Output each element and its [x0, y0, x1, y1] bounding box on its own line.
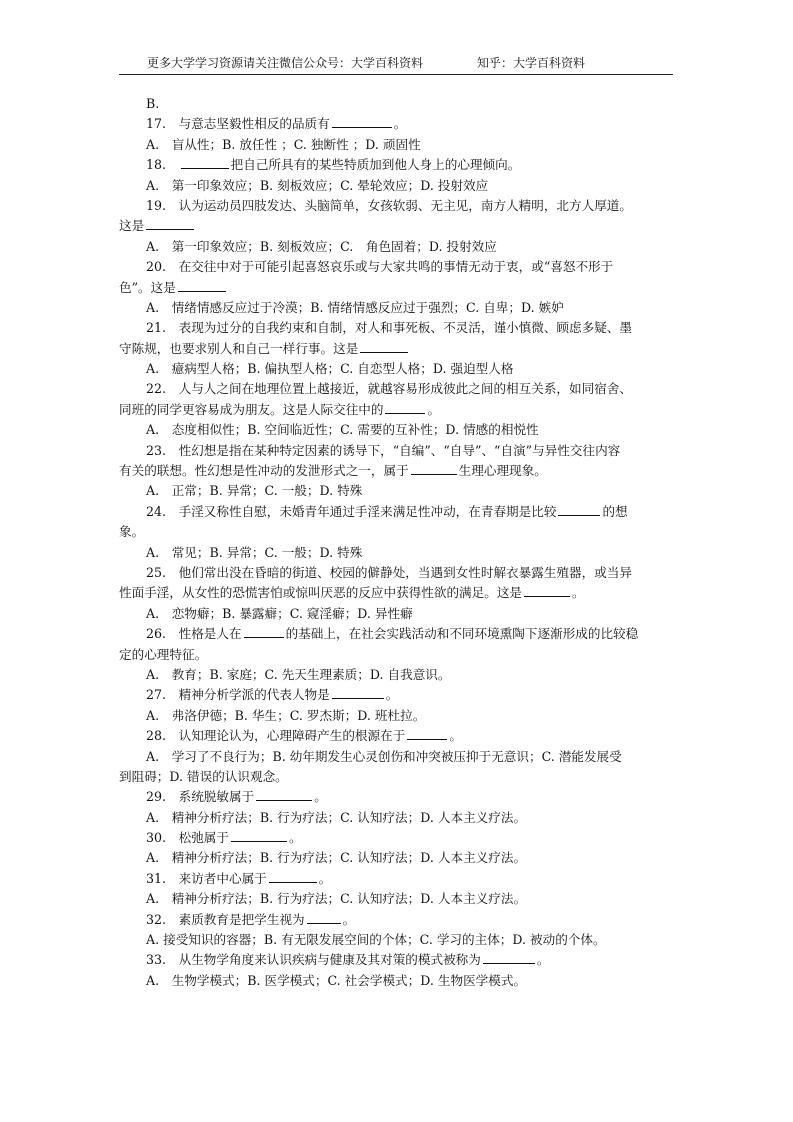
text-line — [119, 848, 673, 868]
line-text: 20. 在交往中对于可能引起喜怒哀乐或与大家共鸣的事情无动于衷，或“喜怒不形于 — [146, 259, 614, 275]
line-text: 有关的联想。性幻想是性冲动的发泄形式之一，属于 — [119, 463, 409, 479]
line-text: 象。 — [119, 524, 145, 540]
line-text: A. 精神分析疗法；B. 行为疗法；C. 认知疗法；D. 人本主义疗法。 — [146, 809, 527, 825]
text-line — [119, 420, 673, 440]
text-line — [119, 726, 673, 746]
text-line — [119, 971, 673, 991]
text-line — [119, 114, 673, 134]
line-text: A. 情绪情感反应过于冷漠；B. 情绪情感反应过于强烈；C. 自卑；D. 嫉妒 — [146, 299, 564, 315]
line-text: A. 盲从性；B. 放任性 ；C. 独断性 ；D. 顽固性 — [146, 136, 421, 152]
question-content — [119, 94, 673, 991]
text-line — [119, 94, 673, 114]
text-line — [119, 583, 673, 603]
line-text: 26. 性格是人在 — [146, 626, 242, 642]
line-text: A. 学习了不良行为；B. 幼年期发生心灵创伤和冲突被压抑于无意识；C. 潜能发展受 — [146, 748, 622, 764]
line-text: 定的心理特征。 — [119, 646, 208, 662]
text-line — [119, 930, 673, 950]
line-text-after: 的基础上，在社会实践活动和不同环境熏陶下逐渐形成的比较稳 — [285, 626, 639, 642]
text-line — [119, 441, 673, 461]
text-line — [119, 624, 673, 644]
text-line — [119, 400, 673, 420]
text-line — [119, 176, 673, 196]
answer-blank — [524, 583, 570, 597]
answer-blank — [332, 685, 384, 699]
line-text: 28. 认知理论认为，心理障碍产生的根源在于 — [146, 728, 406, 744]
text-line — [119, 216, 673, 236]
line-text-after: 把自己所具有的某些特质加到他人身上的心理倾向。 — [230, 157, 521, 173]
answer-blank — [360, 339, 408, 353]
text-line — [119, 298, 673, 318]
line-text: 30. 松弛属于 — [146, 830, 229, 846]
text-line — [119, 665, 673, 685]
line-text: A. 弗洛伊德；B. 华生；C. 罗杰斯；D. 班杜拉。 — [146, 707, 426, 723]
line-text: A. 接受知识的容器；B. 有无限发展空间的个体；C. 学习的主体；D. 被动的个体。 — [146, 932, 606, 948]
text-line — [119, 685, 673, 705]
answer-blank — [385, 400, 425, 414]
text-line — [119, 543, 673, 563]
line-text-after: 。 — [289, 830, 302, 846]
line-text-after: 生理心理现象。 — [458, 463, 547, 479]
line-text: B. — [146, 96, 160, 111]
text-line — [119, 767, 673, 787]
line-text: 17. 与意志坚毅性相反的品质有 — [146, 116, 330, 132]
line-text-after: 。 — [449, 728, 462, 744]
answer-blank — [256, 787, 312, 801]
line-text-after: 。 — [572, 585, 585, 601]
line-text: 守陈规，也要求别人和自己一样行事。这是 — [119, 340, 359, 356]
text-line — [119, 808, 673, 828]
text-line — [119, 257, 673, 277]
text-line — [119, 339, 673, 359]
line-text: A. 癔病型人格；B. 偏执型人格；C. 自恋型人格；D. 强迫型人格 — [146, 361, 514, 377]
text-line — [119, 278, 673, 298]
line-text: A. 正常；B. 异常；C. 一般；D. 特殊 — [146, 483, 363, 499]
line-text: 32. 素质教育是把学生视为 — [146, 911, 305, 927]
text-line — [119, 522, 673, 542]
line-text-after: 。 — [385, 687, 399, 703]
answer-blank — [178, 278, 226, 292]
line-text: A. 生物学模式；B. 医学模式；C. 社会学模式；D. 生物医学模式。 — [146, 972, 527, 988]
line-text: A. 精神分析疗法；B. 行为疗法；C. 认知疗法；D. 人本主义疗法。 — [146, 891, 527, 907]
line-text: A. 常见；B. 异常；C. 一般；D. 特殊 — [146, 544, 363, 560]
line-text: 色”。这是 — [119, 279, 176, 295]
text-line — [119, 889, 673, 909]
line-text: 22. 人与人之间在地理位置上越接近，就越容易形成彼此之间的相互关系，如同宿舍、 — [146, 381, 632, 397]
text-line — [119, 237, 673, 257]
line-text: 到阻碍；D. 错误的认识观念。 — [119, 768, 288, 784]
text-line — [119, 747, 673, 767]
text-line — [119, 563, 673, 583]
text-line — [119, 502, 673, 522]
line-text: 同班的同学更容易成为朋友。这是人际交往中的 — [119, 401, 384, 417]
line-text: A. 恋物癖；B. 暴露癖；C. 窥淫癖；D. 异性癖 — [146, 605, 413, 621]
line-text: A. 第一印象效应；B. 刻板效应；C. 角色固着；D. 投射效应 — [146, 238, 497, 254]
answer-blank — [332, 114, 392, 128]
line-text: 21. 表现为过分的自我约束和自制，对人和事死板、不灵活，谨小慎微、顾虑多疑、墨 — [146, 320, 632, 336]
text-line — [119, 155, 673, 175]
page-header — [119, 50, 673, 75]
answer-blank — [231, 828, 287, 842]
line-text: 23. 性幻想是指在某种特定因素的诱导下，“自编”、“自导”、“自演”与异性交往内容 — [146, 442, 621, 458]
line-text: 33. 从生物学角度来认识疾病与健康及其对策的模式被称为 — [146, 952, 481, 968]
line-text: A. 精神分析疗法；B. 行为疗法；C. 认知疗法；D. 人本主义疗法。 — [146, 850, 527, 866]
answer-blank — [244, 624, 284, 638]
line-text-after: 。 — [314, 789, 327, 805]
line-text: A. 第一印象效应；B. 刻板效应；C. 晕轮效应；D. 投射效应 — [146, 177, 489, 193]
header-right-text: 知乎：大学百科资料 — [477, 56, 586, 70]
line-text-after: 。 — [536, 952, 550, 968]
line-text: 27. 精神分析学派的代表人物是 — [146, 687, 330, 703]
line-text: 24. 手淫又称性自慰，未婚青年通过手淫来满足性冲动，在青春期是比较 — [146, 503, 557, 519]
line-text: 25. 他们常出没在昏暗的街道、校园的僻静处，当遇到女性时解衣暴露生殖器，或当异 — [146, 564, 632, 580]
line-text-after: 。 — [318, 870, 332, 886]
text-line — [119, 481, 673, 501]
answer-blank — [307, 910, 341, 924]
text-line — [119, 910, 673, 930]
text-line — [119, 461, 673, 481]
line-text-after: 。 — [427, 401, 441, 417]
text-line — [119, 787, 673, 807]
line-text-after: 的想 — [602, 503, 628, 519]
text-line — [119, 379, 673, 399]
answer-blank — [181, 155, 229, 169]
line-text-after: 。 — [393, 116, 407, 132]
line-text: A. 态度相似性；B. 空间临近性；C. 需要的互补性；D. 情感的相悦性 — [146, 422, 539, 438]
answer-blank — [483, 950, 535, 964]
line-text: 18. — [146, 157, 179, 173]
answer-blank — [558, 502, 600, 516]
text-line — [119, 828, 673, 848]
text-line — [119, 196, 673, 216]
line-text: 这是 — [119, 218, 145, 234]
text-line — [119, 950, 673, 970]
answer-blank — [411, 461, 457, 475]
header-left-text: 更多大学学习资源请关注微信公众号：大学百科资料 — [147, 56, 424, 70]
answer-blank — [269, 869, 317, 883]
text-line — [119, 706, 673, 726]
text-line — [119, 604, 673, 624]
line-text: 29. 系统脱敏属于 — [146, 789, 255, 805]
line-text: 31. 来访者中心属于 — [146, 870, 267, 886]
text-line — [119, 645, 673, 665]
text-line — [119, 359, 673, 379]
line-text-after: 。 — [342, 911, 356, 927]
line-text: A. 教育；B. 家庭；C. 先天生理素质；D. 自我意识。 — [146, 666, 451, 682]
answer-blank — [146, 216, 194, 230]
line-text: 19. 认为运动员四肢发达、头脑简单，女孩软弱、无主见，南方人精明，北方人厚道。 — [146, 197, 632, 213]
text-line — [119, 869, 673, 889]
text-line — [119, 318, 673, 338]
line-text: 性面手淫，从女性的恐慌害怕或惊叫厌恶的反应中获得性欲的满足。这是 — [119, 585, 522, 601]
answer-blank — [407, 726, 447, 740]
text-line — [119, 135, 673, 155]
